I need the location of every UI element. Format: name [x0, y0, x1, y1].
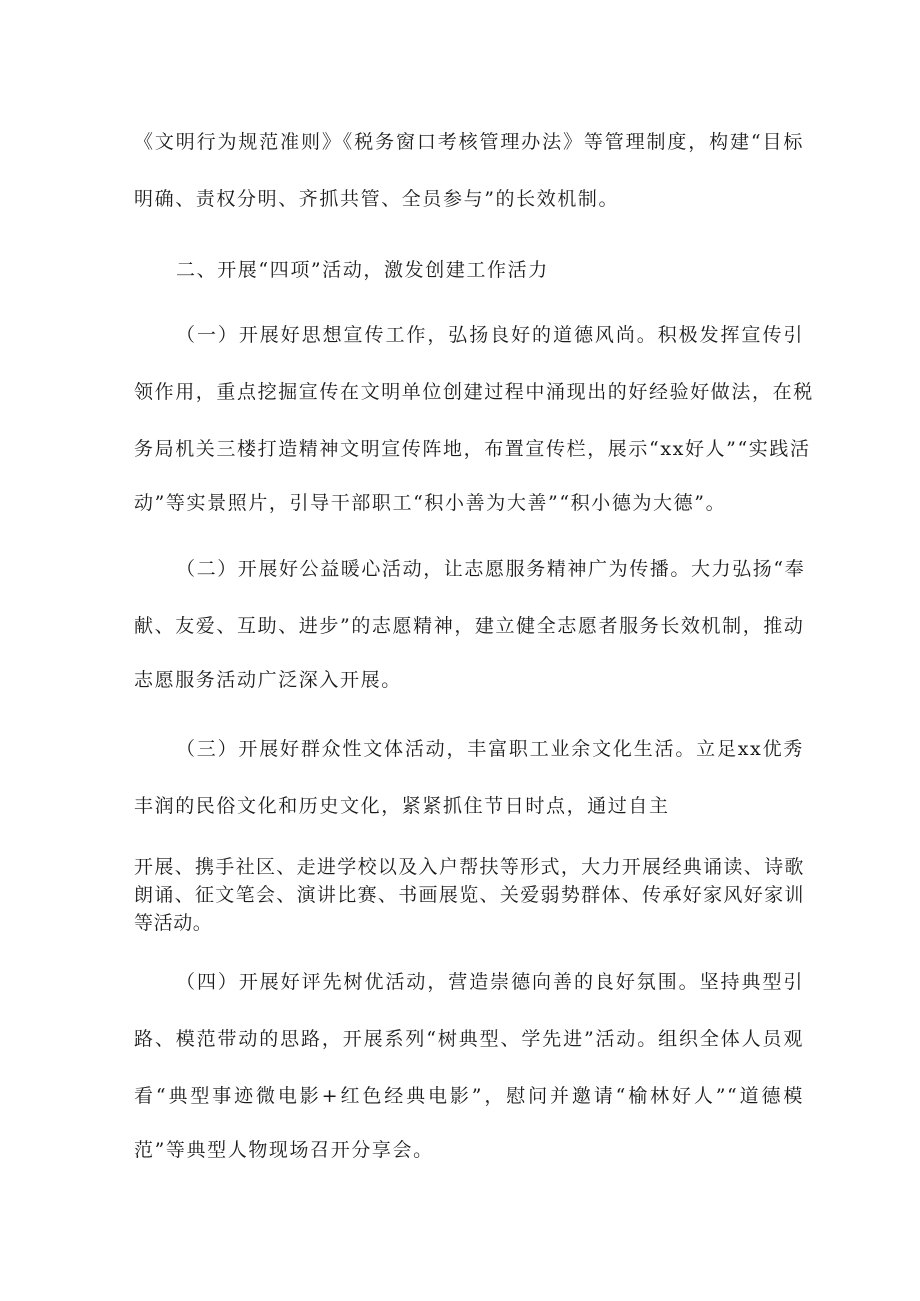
para-intro-line-1: 《文明行为规范准则》《税务窗口考核管理办法》等管理制度，构建“目标: [134, 131, 804, 153]
para-4-line-1: （四）开展好评先树优活动，营造崇德向善的良好氛围。坚持典型引: [176, 971, 804, 993]
para-3-line-5: 等活动。: [134, 912, 213, 934]
para-2-line-1: （二）开展好公益暖心活动，让志愿服务精神广为传播。大力弘扬“奉: [176, 558, 806, 580]
para-2-line-2: 献、友爱、互助、进步”的志愿精神，建立健全志愿者服务长效机制，推动: [134, 615, 805, 637]
para-intro-line-2: 明确、责权分明、齐抓共管、全员参与”的长效机制。: [134, 188, 620, 210]
para-1-line-3: 务局机关三楼打造精神文明宣传阵地，布置宣传栏，展示“xx好人”“实践活: [134, 438, 811, 460]
para-4-line-3: 看“典型事迹微电影+红色经典电影”，慰问并邀请“榆林好人”“道德模: [134, 1085, 804, 1107]
para-1-line-1: （一）开展好思想宣传工作，弘扬良好的道德风尚。积极发挥宣传引: [176, 324, 804, 346]
para-3-line-2: 丰润的民俗文化和历史文化，紧紧抓住节日时点，通过自主: [134, 795, 670, 817]
para-1-line-4: 动”等实景照片，引导干部职工“积小善为大善”“积小德为大德”。: [134, 492, 727, 514]
para-4-line-4: 范”等典型人物现场召开分享会。: [134, 1139, 434, 1161]
para-3-line-1: （三）开展好群众性文体活动，丰富职工业余文化生活。立足xx优秀: [176, 738, 804, 760]
para-4-line-2: 路、模范带动的思路，开展系列“树典型、学先进”活动。组织全体人员观: [134, 1028, 804, 1050]
para-3-line-3: 开展、携手社区、走进学校以及入户帮扶等形式，大力开展经典诵读、诗歌: [134, 856, 804, 878]
para-1-line-2: 领作用，重点挖掘宣传在文明单位创建过程中涌现出的好经验好做法，在税: [134, 381, 814, 403]
para-3-line-4: 朗诵、征文笔会、演讲比赛、书画展览、关爱弱势群体、传承好家风好家训: [134, 884, 804, 906]
section-heading: 二、开展“四项”活动，激发创建工作活力: [176, 259, 549, 281]
para-2-line-3: 志愿服务活动广泛深入开展。: [134, 669, 402, 691]
